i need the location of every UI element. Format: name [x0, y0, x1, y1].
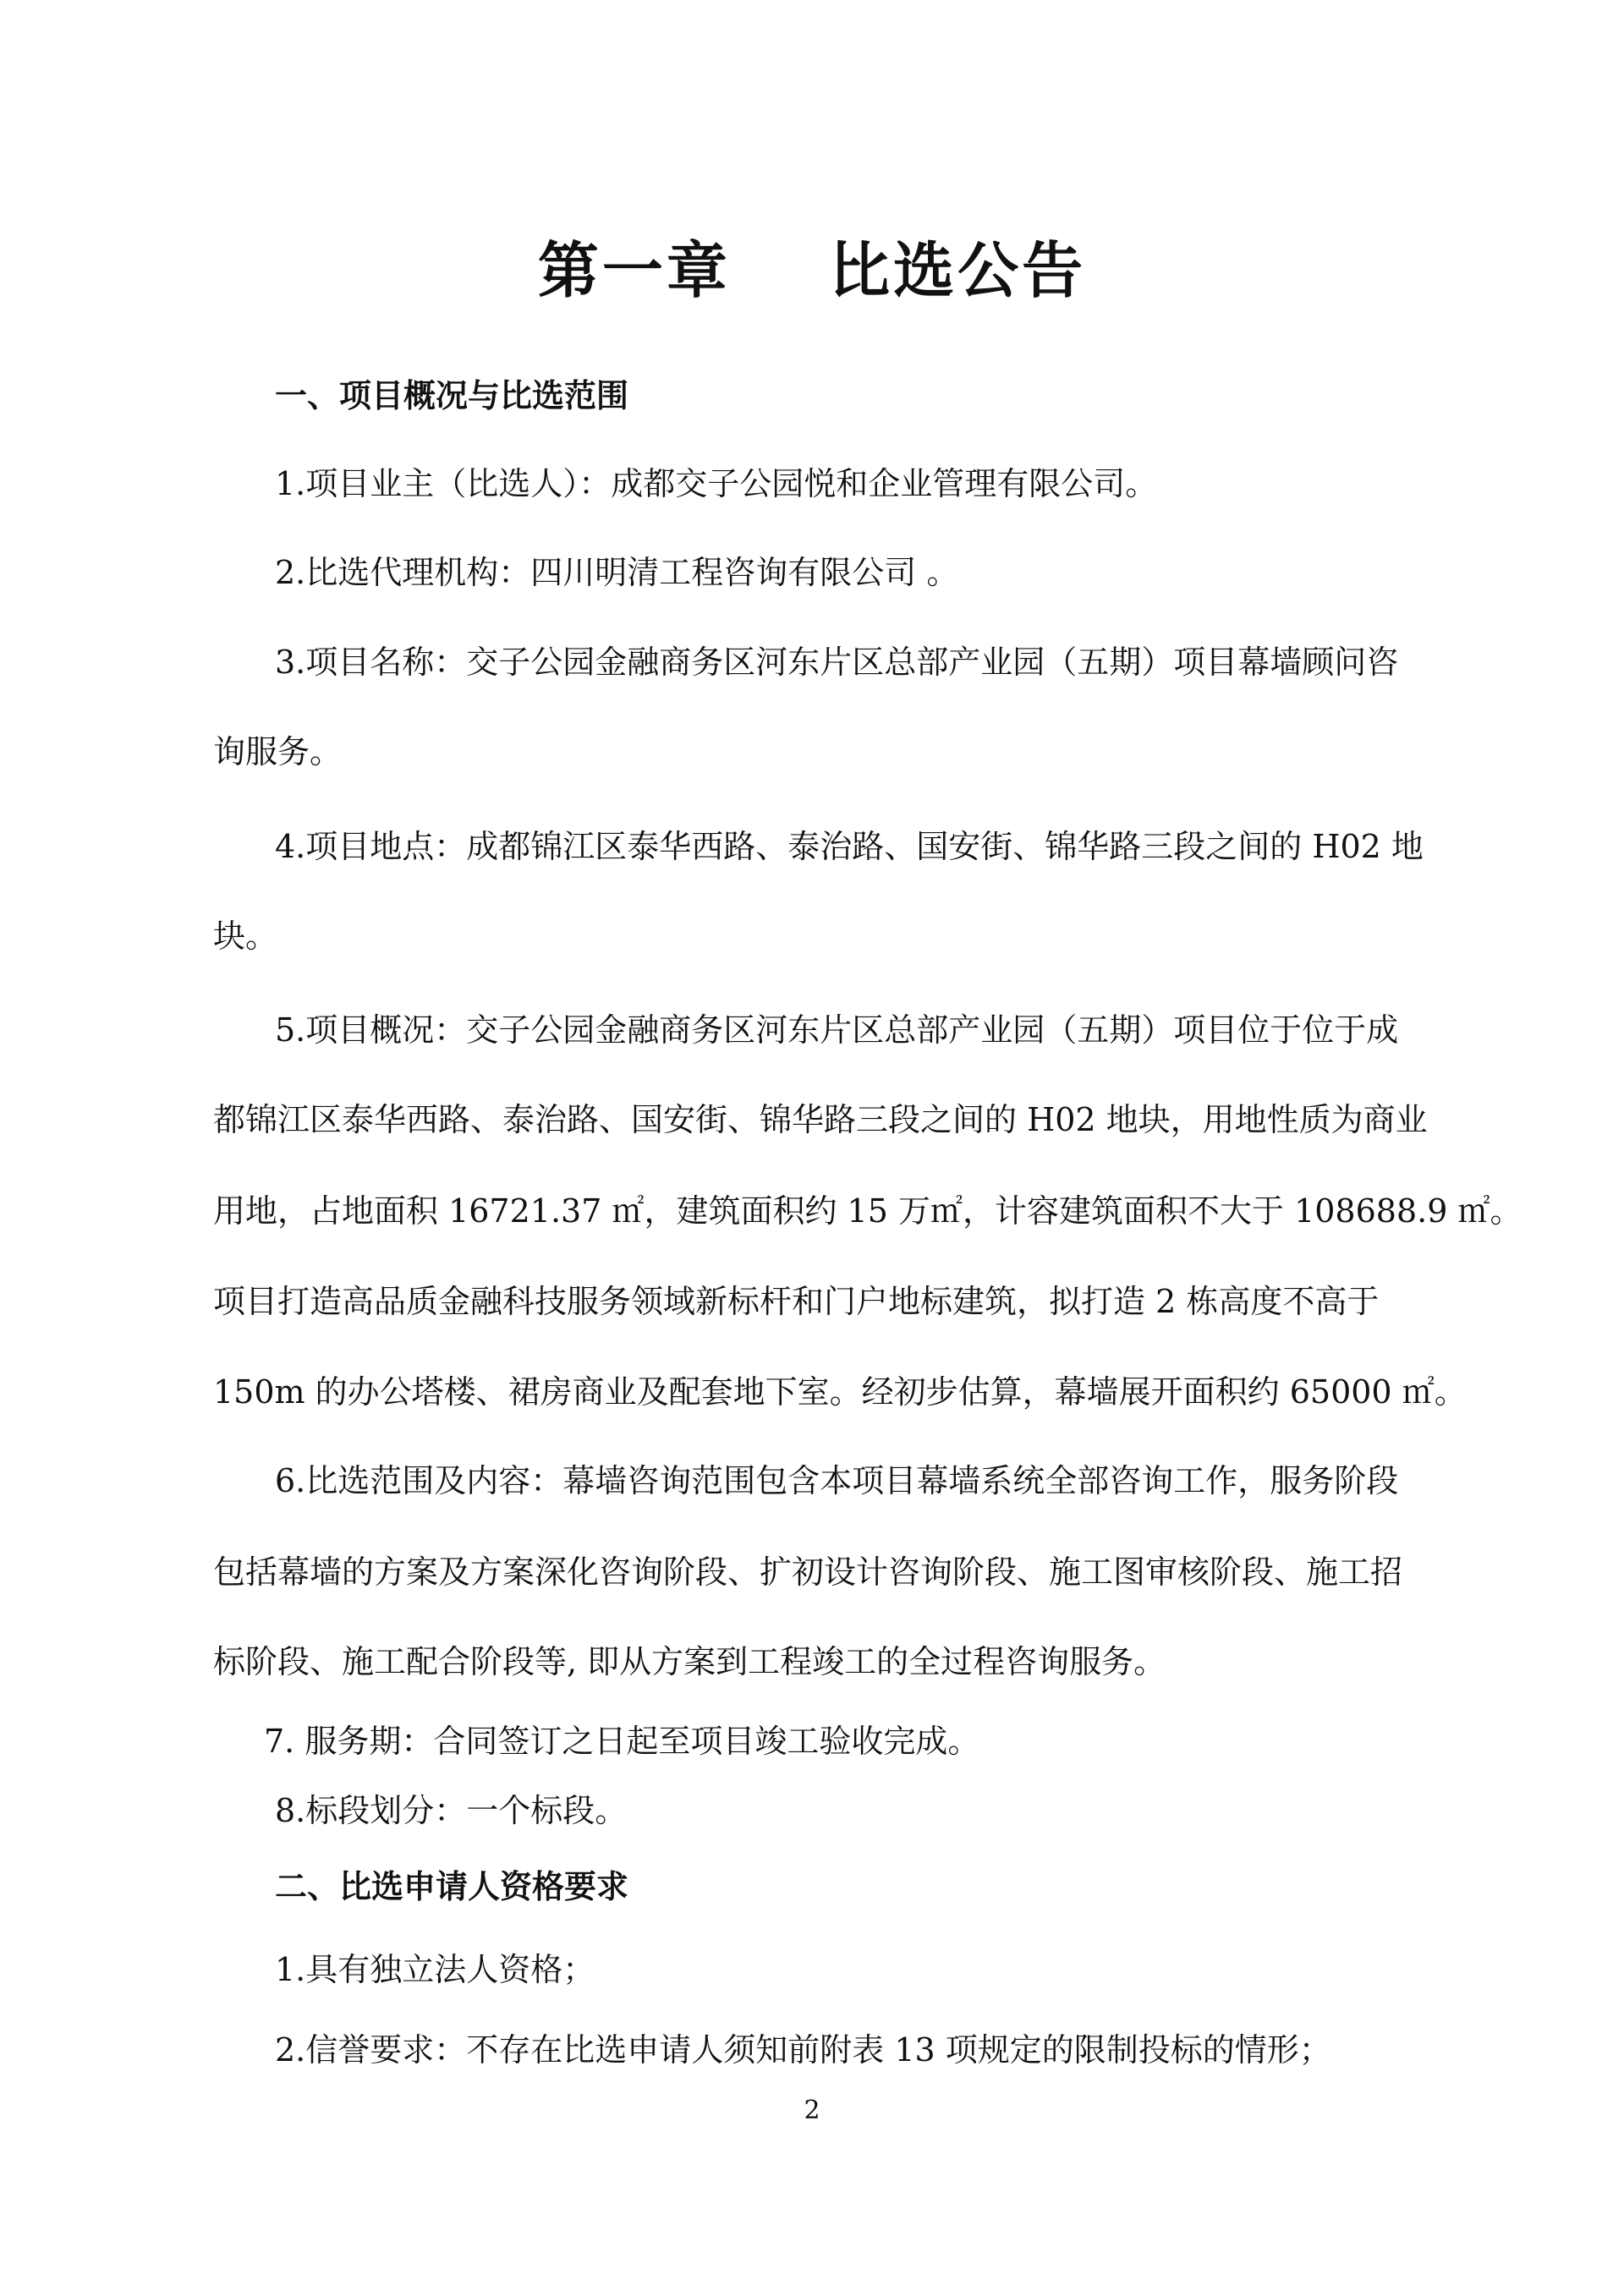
page-number: 2	[804, 2096, 820, 2125]
paragraph-line: 1.具有独立法人资格；	[275, 1951, 595, 1988]
paragraph-line: 包括幕墙的方案及方案深化咨询阶段、扩初设计咨询阶段、施工图审核阶段、施工招	[213, 1553, 1403, 1591]
paragraph-line: 都锦江区泰华西路、泰治路、国安街、锦华路三段之间的 H02 地块，用地性质为商业	[213, 1101, 1428, 1138]
paragraph-line: 6.比选范围及内容：幕墙咨询范围包含本项目幕墙系统全部咨询工作，服务阶段	[275, 1462, 1399, 1499]
paragraph-line: 4.项目地点：成都锦江区泰华西路、泰治路、国安街、锦华路三段之间的 H02 地	[275, 828, 1424, 865]
paragraph-line: 询服务。	[213, 733, 343, 770]
paragraph-line: 2.信誉要求：不存在比选申请人须知前附表 13 项规定的限制投标的情形；	[275, 2031, 1331, 2069]
paragraph-line: 5.项目概况：交子公园金融商务区河东片区总部产业园（五期）项目位于位于成	[275, 1011, 1399, 1049]
paragraph-line: 块。	[213, 918, 278, 955]
paragraph-line: 150m 的办公塔楼、裙房商业及配套地下室。经初步估算，幕墙展开面积约 65000 ㎡。	[213, 1373, 1467, 1411]
section-heading-qualification: 二、比选申请人资格要求	[275, 1867, 629, 1905]
paragraph-line: 7. 服务期：合同签订之日起至项目竣工验收完成。	[264, 1723, 980, 1760]
paragraph-line: 用地，占地面积 16721.37 ㎡，建筑面积约 15 万㎡，计容建筑面积不大于 108688.9 ㎡。	[213, 1192, 1522, 1230]
section-heading-project-overview: 一、项目概况与比选范围	[275, 376, 629, 414]
chapter-title: 第一章 比选公告	[537, 234, 1087, 306]
paragraph-line: 8.标段划分：一个标段。	[275, 1792, 628, 1829]
paragraph-line: 项目打造高品质金融科技服务领域新标杆和门户地标建筑，拟打造 2 栋高度不高于	[213, 1283, 1380, 1320]
paragraph-line: 标阶段、施工配合阶段等, 即从方案到工程竣工的全过程咨询服务。	[213, 1643, 1166, 1680]
paragraph-line: 1.项目业主（比选人）：成都交子公园悦和企业管理有限公司。	[275, 465, 1158, 502]
paragraph-line: 3.项目名称：交子公园金融商务区河东片区总部产业园（五期）项目幕墙顾问咨	[275, 644, 1399, 681]
paragraph-line: 2.比选代理机构：四川明清工程咨询有限公司 。	[275, 554, 959, 591]
